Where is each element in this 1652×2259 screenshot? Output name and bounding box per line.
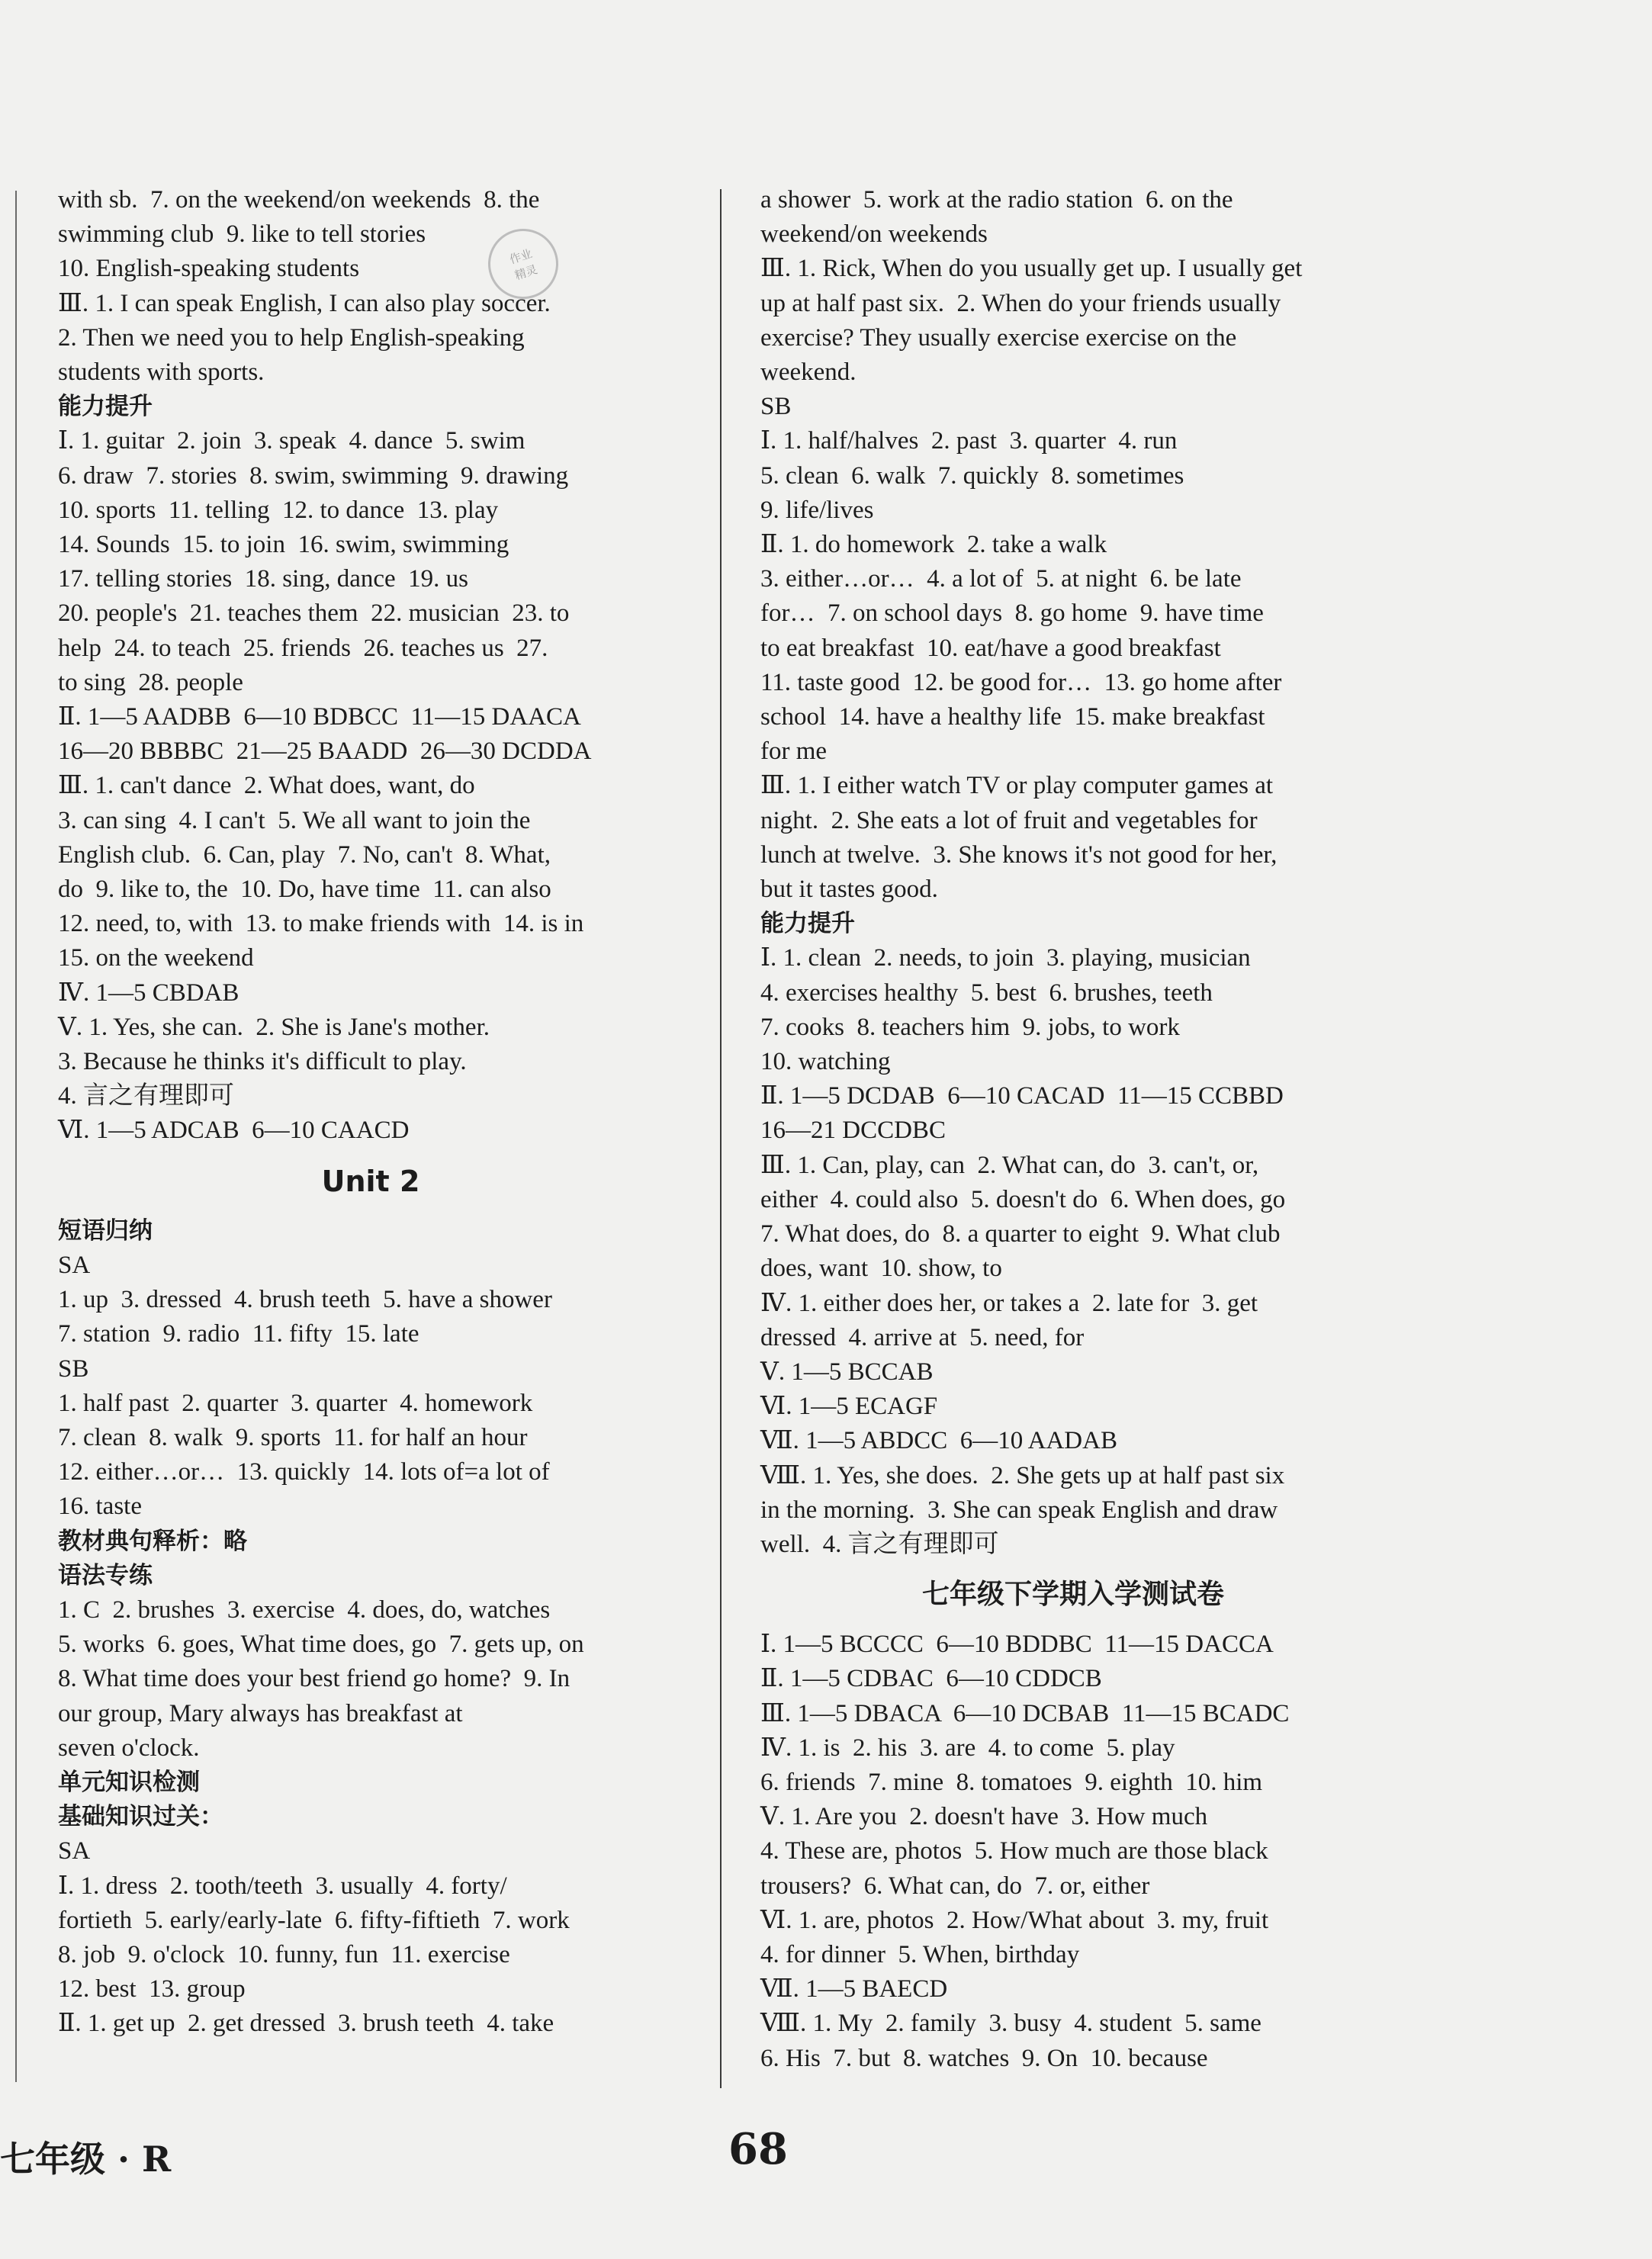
answer-line: 2. Then we need you to help English-speaking	[58, 323, 525, 352]
answer-line: Ⅴ. 1—5 BCCAB	[760, 1358, 934, 1386]
answer-line: 1. C 2. brushes 3. exercise 4. does, do, watches	[58, 1595, 551, 1624]
answer-line: up at half past six. 2. When do your friends usually	[760, 289, 1281, 317]
answer-line: exercise? They usually exercise exercise on the	[760, 323, 1237, 352]
answer-line: Ⅰ. 1. dress 2. tooth/teeth 3. usually 4. forty/	[58, 1872, 507, 1900]
answer-line: 7. What does, do 8. a quarter to eight 9. What club	[760, 1220, 1281, 1248]
answer-line: 4. These are, photos 5. How much are those black	[760, 1837, 1268, 1865]
answer-line: 3. either…or… 4. a lot of 5. at night 6. be late	[760, 565, 1242, 593]
answer-line: fortieth 5. early/early-late 6. fifty-fiftieth 7. work	[58, 1906, 570, 1934]
answer-line: 4. for dinner 5. When, birthday	[760, 1940, 1080, 1968]
answer-line: 14. Sounds 15. to join 16. swim, swimming	[58, 531, 509, 559]
answer-line: English club. 6. Can, play 7. No, can't 8. What,	[58, 840, 551, 869]
answer-line: 10. watching	[760, 1048, 891, 1076]
left-column	[58, 183, 683, 2042]
section-title: 七年级下学期入学测试卷	[921, 1579, 1224, 1611]
left-answer-lines	[58, 183, 683, 1149]
answer-line: Ⅰ. 1—5 BCCCC 6—10 BDDBC 11—15 DACCA	[760, 1631, 1274, 1659]
answer-line: for me	[760, 737, 828, 766]
grade-label: 七年级 · R	[0, 2138, 172, 2180]
answer-line: Ⅰ. 1. guitar 2. join 3. speak 4. dance 5. swim	[58, 427, 525, 455]
answer-line: but it tastes good.	[760, 876, 938, 904]
stamp-text-bottom: 精灵	[513, 262, 539, 283]
answer-line: Ⅳ. 1—5 CBDAB	[58, 978, 239, 1007]
left-answer-lines-after	[58, 1214, 683, 2042]
answer-line: help 24. to teach 25. friends 26. teaches us 27.	[58, 634, 548, 662]
answer-line: weekend.	[760, 358, 857, 387]
section-heading: 教材典句释析：略	[58, 1527, 247, 1555]
section-heading: 语法专练	[58, 1561, 153, 1589]
answer-line: Ⅱ. 1—5 DCDAB 6—10 CACAD 11—15 CCBBD	[760, 1082, 1284, 1110]
answer-line: in the morning. 3. She can speak English and draw	[760, 1496, 1278, 1524]
answer-line: Ⅲ. 1. I either watch TV or play computer games at	[760, 772, 1274, 800]
answer-line: 20. people's 21. teaches them 22. musician 23. to	[58, 599, 570, 628]
answer-line: well. 4. 言之有理即可	[760, 1530, 999, 1558]
answer-line: Ⅶ. 1—5 BAECD	[760, 1975, 948, 2004]
answer-line: Ⅵ. 1. are, photos 2. How/What about 3. my, fruit	[760, 1906, 1269, 1934]
answer-line: with sb. 7. on the weekend/on weekends 8. the	[58, 186, 540, 214]
answer-line: 3. Because he thinks it's difficult to play.	[58, 1048, 467, 1076]
answer-line: Ⅱ. 1—5 CDBAC 6—10 CDDCB	[760, 1665, 1102, 1693]
answer-line: Ⅲ. 1—5 DBACA 6—10 DCBAB 11—15 BCADC	[760, 1699, 1290, 1727]
answer-line: 1. up 3. dressed 4. brush teeth 5. have a shower	[58, 1286, 552, 1314]
answer-line: 3. can sing 4. I can't 5. We all want to join the	[58, 806, 531, 834]
answer-line: 16. taste	[58, 1493, 142, 1521]
answer-line: night. 2. She eats a lot of fruit and vegetables for	[760, 806, 1258, 834]
answer-line: 12. either…or… 13. quickly 14. lots of=a lot of	[58, 1458, 550, 1486]
answer-line: SA	[58, 1251, 91, 1279]
answer-line: 12. best 13. group	[58, 1975, 246, 2004]
answer-line: 12. need, to, with 13. to make friends with 14. is in	[58, 910, 584, 938]
answer-line: 9. life/lives	[760, 496, 874, 524]
answer-line: 7. station 9. radio 11. fifty 15. late	[58, 1320, 419, 1348]
answer-line: 17. telling stories 18. sing, dance 19. us	[58, 565, 469, 593]
answer-line: do 9. like to, the 10. Do, have time 11. can also	[58, 876, 551, 904]
answer-line: to sing 28. people	[58, 668, 243, 696]
section-heading: 能力提升	[58, 393, 153, 421]
section-heading: 能力提升	[760, 910, 855, 938]
answer-line: 10. sports 11. telling 12. to dance 13. play	[58, 496, 499, 524]
answer-line: Ⅴ. 1. Are you 2. doesn't have 3. How much	[760, 1803, 1208, 1831]
answer-line: SB	[760, 393, 792, 421]
answer-line: Ⅱ. 1. get up 2. get dressed 3. brush teeth 4. take	[58, 2010, 554, 2038]
answer-line: Ⅴ. 1. Yes, she can. 2. She is Jane's mother.	[58, 1013, 490, 1041]
answer-line: Ⅰ. 1. half/halves 2. past 3. quarter 4. run	[760, 427, 1178, 455]
answer-line: 5. works 6. goes, What time does, go 7. gets up, on	[58, 1631, 584, 1659]
answer-line: Ⅲ. 1. can't dance 2. What does, want, do	[58, 772, 475, 800]
right-column	[760, 183, 1386, 2076]
page-number: 68	[728, 2124, 788, 2174]
answer-line: Ⅵ. 1—5 ECAGF	[760, 1393, 938, 1421]
answer-line: 6. His 7. but 8. watches 9. On 10. because	[760, 2044, 1208, 2072]
answer-line: SA	[58, 1837, 91, 1865]
answer-line: does, want 10. show, to	[760, 1255, 1002, 1283]
answer-line: Ⅲ. 1. Rick, When do you usually get up. I usually get	[760, 255, 1303, 283]
section-heading: 单元知识检测	[58, 1768, 200, 1796]
section-heading: 短语归纳	[58, 1216, 153, 1245]
answer-line: Ⅲ. 1. Can, play, can 2. What can, do 3. can't, or,	[760, 1151, 1259, 1179]
answer-line: 6. friends 7. mine 8. tomatoes 9. eighth 10. him	[760, 1768, 1263, 1796]
answer-line: 1. half past 2. quarter 3. quarter 4. homework	[58, 1389, 533, 1417]
answer-line: dressed 4. arrive at 5. need, for	[760, 1323, 1085, 1351]
stamp-text-top: 作业	[507, 246, 534, 267]
answer-line: 16—21 DCCDBC	[760, 1117, 946, 1145]
answer-line: Ⅳ. 1. either does her, or takes a 2. late for 3. get	[760, 1289, 1258, 1317]
answer-line: weekend/on weekends	[760, 220, 988, 249]
answer-line: our group, Mary always has breakfast at	[58, 1699, 463, 1727]
answer-line: 7. clean 8. walk 9. sports 11. for half an hour	[58, 1423, 528, 1451]
answer-line: Ⅶ. 1—5 ABDCC 6—10 AADAB	[760, 1427, 1117, 1455]
answer-line: 16—20 BBBBC 21—25 BAADD 26—30 DCDDA	[58, 737, 592, 766]
answer-line: Ⅷ. 1. My 2. family 3. busy 4. student 5. same	[760, 2010, 1261, 2038]
answer-line: swimming club 9. like to tell stories	[58, 220, 426, 249]
column-divider	[720, 189, 722, 2088]
answer-line: either 4. could also 5. doesn't do 6. When does, go	[760, 1185, 1286, 1213]
answer-line: Ⅳ. 1. is 2. his 3. are 4. to come 5. play	[760, 1734, 1175, 1762]
answer-line: 11. taste good 12. be good for… 13. go home after	[760, 668, 1282, 696]
answer-line: school 14. have a healthy life 15. make breakfast	[760, 703, 1265, 731]
answer-line: 4. 言之有理即可	[58, 1082, 234, 1110]
answer-line: seven o'clock.	[58, 1734, 200, 1762]
answer-line: Ⅷ. 1. Yes, she does. 2. She gets up at half past six	[760, 1461, 1285, 1489]
answer-line: Ⅵ. 1—5 ADCAB 6—10 CAACD	[58, 1117, 410, 1145]
page-edge-rule	[15, 191, 17, 2082]
answer-line: lunch at twelve. 3. She knows it's not good for her,	[760, 840, 1278, 869]
answer-line: a shower 5. work at the radio station 6. on the	[760, 186, 1233, 214]
answer-line: SB	[58, 1354, 89, 1383]
answer-line: Ⅰ. 1. clean 2. needs, to join 3. playing, musician	[760, 944, 1251, 972]
answer-line: 8. job 9. o'clock 10. funny, fun 11. exercise	[58, 1940, 510, 1968]
section-heading: 基础知识过关：	[58, 1803, 223, 1831]
answer-line: 6. draw 7. stories 8. swim, swimming 9. drawing	[58, 461, 569, 490]
right-answer-lines-after	[760, 1628, 1386, 2076]
answer-line: students with sports.	[58, 358, 265, 387]
answer-line: to eat breakfast 10. eat/have a good breakfast	[760, 634, 1221, 662]
answer-line: 10. English-speaking students	[58, 255, 360, 283]
answer-line: trousers? 6. What can, do 7. or, either	[760, 1872, 1150, 1900]
unit-title: Unit 2	[321, 1164, 420, 1198]
answer-line: 8. What time does your best friend go home? 9. In	[58, 1665, 570, 1693]
right-answer-lines	[760, 183, 1386, 1562]
answer-line: Ⅲ. 1. I can speak English, I can also play soccer.	[58, 289, 551, 317]
answer-line: 5. clean 6. walk 7. quickly 8. sometimes	[760, 461, 1184, 490]
answer-line: for… 7. on school days 8. go home 9. have time	[760, 599, 1264, 628]
answer-line: Ⅱ. 1. do homework 2. take a walk	[760, 531, 1107, 559]
answer-line: Ⅱ. 1—5 AADBB 6—10 BDBCC 11—15 DAACA	[58, 703, 581, 731]
answer-line: 15. on the weekend	[58, 944, 254, 972]
answer-line: 4. exercises healthy 5. best 6. brushes, teeth	[760, 978, 1213, 1007]
answer-line: 7. cooks 8. teachers him 9. jobs, to work	[760, 1013, 1180, 1041]
